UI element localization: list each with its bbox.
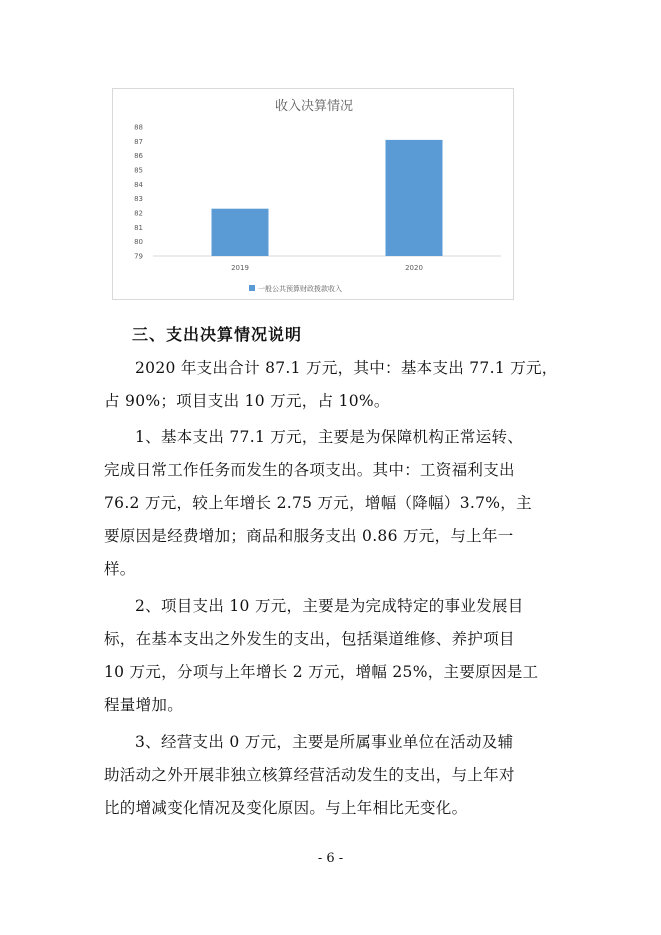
paragraph-project-expenditure — [104, 590, 560, 722]
page-number: - 6 - — [317, 851, 344, 866]
text-line: 样。 — [104, 560, 136, 578]
section-heading: 三、支出决算情况说明 — [132, 325, 303, 344]
y-tick-label: 88 — [134, 123, 143, 132]
income-chart-svg — [113, 89, 515, 301]
text-line: 程量增加。 — [104, 696, 184, 714]
text-line: 10 万元，分项与上年增长 2 万元，增幅 25%，主要原因是工 — [104, 663, 539, 681]
text-line: 2020 年支出合计 87.1 万元，其中：基本支出 77.1 万元， — [135, 359, 558, 377]
bar-series — [212, 140, 443, 256]
text-line: 1、基本支出 77.1 万元，主要是为保障机构正常运转、 — [135, 428, 524, 446]
chart-title: 收入决算情况 — [274, 99, 354, 114]
y-tick-label: 84 — [134, 180, 143, 189]
y-tick-label: 85 — [134, 166, 143, 175]
paragraph-operating-expenditure — [104, 726, 560, 825]
text-line: 助活动之外开展非独立核算经营活动发生的支出，与上年对 — [104, 766, 515, 784]
legend — [249, 284, 342, 293]
bar-2020 — [386, 140, 443, 256]
text-line: 2、项目支出 10 万元，主要是为完成特定的事业发展目 — [135, 597, 524, 615]
x-tick-label: 2019 — [231, 264, 249, 272]
y-tick-label: 86 — [134, 152, 143, 161]
x-tick-label: 2020 — [405, 264, 423, 272]
income-chart — [112, 88, 514, 300]
text-line: 76.2 万元，较上年增长 2.75 万元，增幅（降幅）3.7%，主 — [104, 494, 532, 512]
y-axis — [134, 124, 143, 261]
paragraph-expenditure-total — [104, 352, 560, 418]
text-line: 占 90%；项目支出 10 万元，占 10%。 — [104, 392, 390, 410]
legend-swatch — [249, 285, 255, 291]
y-tick-label: 82 — [134, 209, 143, 218]
legend-label: 一般公共预算财政拨款收入 — [258, 285, 342, 293]
paragraph-basic-expenditure — [104, 421, 560, 586]
text-line: 标，在基本支出之外发生的支出，包括渠道维修、养护项目 — [104, 630, 515, 648]
y-tick-label: 81 — [134, 223, 143, 232]
text-line: 完成日常工作任务而发生的各项支出。其中：工资福利支出 — [104, 461, 515, 479]
text-line: 比的增减变化情况及变化原因。与上年相比无变化。 — [104, 799, 468, 817]
y-tick-label: 79 — [134, 252, 143, 261]
x-axis — [231, 264, 423, 272]
bar-2019 — [212, 209, 269, 256]
y-tick-label: 80 — [134, 238, 143, 247]
y-tick-label: 83 — [134, 195, 143, 204]
y-tick-label: 87 — [134, 137, 143, 146]
text-line: 要原因是经费增加；商品和服务支出 0.86 万元，与上年一 — [104, 527, 514, 545]
text-line: 3、经营支出 0 万元，主要是所属事业单位在活动及辅 — [135, 733, 514, 751]
